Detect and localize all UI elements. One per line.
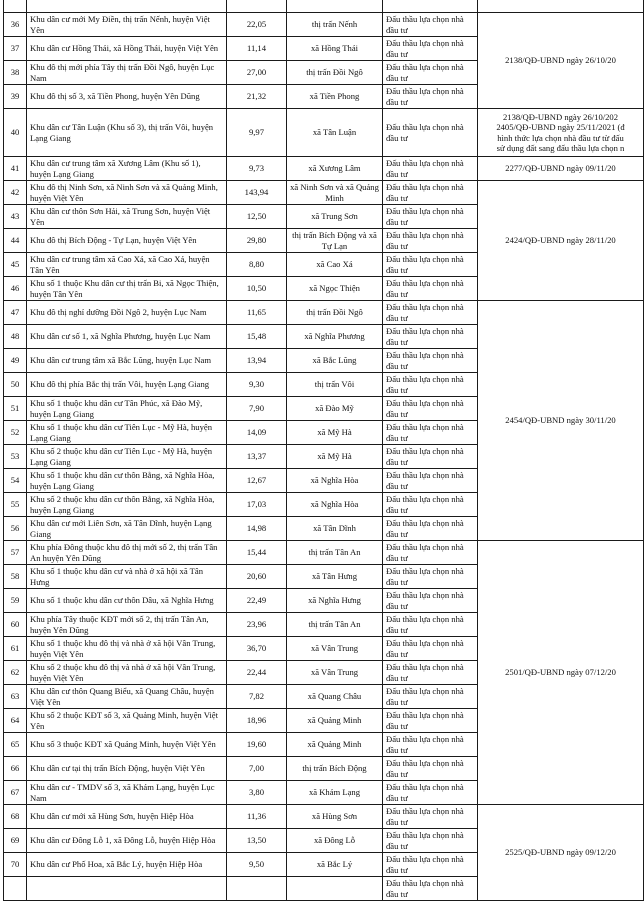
project-name: Khu số 1 thuộc khu dân cư thôn Bằng, xã Nghĩa Hòa, huyện Lạng Giang — [27, 469, 227, 493]
location: xã Bắc Lý — [287, 853, 383, 877]
area-ha: 18,96 — [227, 709, 287, 733]
selection-method: Đấu thầu lựa chọn nhà đầu tư — [383, 349, 478, 373]
project-name: Khu dân cư trung tâm xã Xương Lâm (Khu số 1), huyện Lạng Giang — [27, 157, 227, 181]
project-name: Khu dân cư mới Liên Sơn, xã Tân Dĩnh, huyện Lạng Giang — [27, 517, 227, 541]
project-name: Khu dân cư trung tâm xã Cao Xá, xã Cao Xá, huyện Tân Yên — [27, 253, 227, 277]
selection-method: Đấu thầu lựa chọn nhà đầu tư — [383, 301, 478, 325]
area-ha: 7,82 — [227, 685, 287, 709]
area-ha: 13,37 — [227, 445, 287, 469]
area-ha: 36,70 — [227, 637, 287, 661]
area-ha: 14,09 — [227, 421, 287, 445]
area-ha: 23,96 — [227, 613, 287, 637]
location: thị trấn Đồi Ngô — [287, 301, 383, 325]
project-name: Khu số 2 thuộc khu đô thị và nhà ở xã hội Vân Trung, huyện Việt Yên — [27, 661, 227, 685]
location: xã Nghĩa Hòa — [287, 469, 383, 493]
selection-method: Đấu thầu lựa chọn nhà đầu tư — [383, 445, 478, 469]
project-name — [27, 0, 227, 13]
row-number: 44 — [4, 229, 27, 253]
table-row — [4, 13, 644, 37]
location: xã Hùng Sơn — [287, 805, 383, 829]
location — [287, 877, 383, 901]
row-number: 54 — [4, 469, 27, 493]
decision-reference: 2424/QĐ-UBND ngày 28/11/20 — [478, 181, 644, 301]
row-number: 46 — [4, 277, 27, 301]
area-ha: 12,67 — [227, 469, 287, 493]
location — [287, 0, 383, 13]
row-number: 62 — [4, 661, 27, 685]
table-row — [4, 109, 644, 157]
location: xã Bắc Lũng — [287, 349, 383, 373]
project-name: Khu phía Đông thuộc khu đô thị mới số 2, thị trấn Tân An huyện Yên Dũng — [27, 541, 227, 565]
table-row — [4, 0, 644, 13]
row-number: 63 — [4, 685, 27, 709]
selection-method: Đấu thầu lựa chọn nhà đầu tư — [383, 61, 478, 85]
area-ha: 22,05 — [227, 13, 287, 37]
selection-method: Đấu thầu lựa chọn nhà đầu tư — [383, 877, 478, 901]
project-name: Khu số 3 thuộc KĐT xã Quảng Minh, huyện Việt Yên — [27, 733, 227, 757]
project-name: Khu đô thị mới phía Tây thị trấn Đồi Ngô, huyện Lục Nam — [27, 61, 227, 85]
area-ha: 9,30 — [227, 373, 287, 397]
selection-method: Đấu thầu lựa chọn nhà đầu tư — [383, 757, 478, 781]
project-name: Khu đô thị Ninh Sơn, xã Ninh Sơn và xã Quảng Minh, huyện Việt Yên — [27, 181, 227, 205]
selection-method: Đấu thầu lựa chọn nhà đầu tư — [383, 277, 478, 301]
area-ha: 10,50 — [227, 277, 287, 301]
decision-reference: 2454/QĐ-UBND ngày 30/11/20 — [478, 301, 644, 541]
selection-method: Đấu thầu lựa chọn nhà đầu tư — [383, 253, 478, 277]
area-ha: 13,94 — [227, 349, 287, 373]
project-name: Khu số 1 thuộc Khu dân cư thị trấn Bi, xã Ngọc Thiện, huyện Tân Yên — [27, 277, 227, 301]
location: thị trấn Bích Động và xã Tự Lạn — [287, 229, 383, 253]
location: xã Vân Trung — [287, 637, 383, 661]
selection-method: Đấu thầu lựa chọn nhà đầu tư — [383, 517, 478, 541]
area-ha: 9,73 — [227, 157, 287, 181]
decision-reference: 2138/QĐ-UBND ngày 26/10/202 2405/QĐ-UBND ngày 25/11/2021 (đ hình thức lựa chọn nhà đầu tư từ đấu sử dụng đất sang đấu thầu lựa chọn n — [478, 109, 644, 157]
table-row — [4, 301, 644, 325]
row-number: 41 — [4, 157, 27, 181]
area-ha: 22,44 — [227, 661, 287, 685]
row-number: 36 — [4, 13, 27, 37]
row-number: 56 — [4, 517, 27, 541]
location: thị trấn Đồi Ngô — [287, 61, 383, 85]
row-number: 49 — [4, 349, 27, 373]
selection-method: Đấu thầu lựa chọn nhà đầu tư — [383, 829, 478, 853]
selection-method: Đấu thầu lựa chọn nhà đầu tư — [383, 157, 478, 181]
row-number: 59 — [4, 589, 27, 613]
row-number: 39 — [4, 85, 27, 109]
selection-method: Đấu thầu lựa chọn nhà đầu tư — [383, 421, 478, 445]
selection-method: Đấu thầu lựa chọn nhà đầu tư — [383, 493, 478, 517]
row-number: 50 — [4, 373, 27, 397]
selection-method: Đấu thầu lựa chọn nhà đầu tư — [383, 613, 478, 637]
table-row — [4, 157, 644, 181]
location: xã Đào Mỹ — [287, 397, 383, 421]
location: xã Nghĩa Hưng — [287, 589, 383, 613]
project-name: Khu dân cư tại thị trấn Bích Động, huyện Việt Yên — [27, 757, 227, 781]
project-name: Khu đô thị phía Bắc thị trấn Vôi, huyện Lạng Giang — [27, 373, 227, 397]
selection-method: Đấu thầu lựa chọn nhà đầu tư — [383, 85, 478, 109]
row-number: 38 — [4, 61, 27, 85]
area-ha: 11,14 — [227, 37, 287, 61]
row-number: 61 — [4, 637, 27, 661]
selection-method: Đấu thầu lựa chọn nhà đầu tư — [383, 637, 478, 661]
area-ha: 143,94 — [227, 181, 287, 205]
location: xã Xương Lâm — [287, 157, 383, 181]
selection-method: Đấu thầu lựa chọn nhà đầu tư — [383, 781, 478, 805]
location: xã Mỹ Hà — [287, 421, 383, 445]
row-number: 57 — [4, 541, 27, 565]
selection-method: Đấu thầu lựa chọn nhà đầu tư — [383, 541, 478, 565]
area-ha: 22,49 — [227, 589, 287, 613]
project-name: Khu dân cư trung tâm xã Bắc Lũng, huyện Lục Nam — [27, 349, 227, 373]
location: xã Quảng Minh — [287, 709, 383, 733]
selection-method: Đấu thầu lựa chọn nhà đầu tư — [383, 853, 478, 877]
area-ha: 11,36 — [227, 805, 287, 829]
area-ha: 7,00 — [227, 757, 287, 781]
project-name: Khu số 2 thuộc khu dân cư Tiên Lục - Mỹ Hà, huyện Lạng Giang — [27, 445, 227, 469]
table-row — [4, 181, 644, 205]
area-ha: 7,90 — [227, 397, 287, 421]
project-name: Khu đô thị Bích Động - Tự Lạn, huyện Việt Yên — [27, 229, 227, 253]
area-ha: 11,65 — [227, 301, 287, 325]
project-name: Khu dân cư Tân Luận (Khu số 3), thị trấn Vôi, huyện Lạng Giang — [27, 109, 227, 157]
row-number: 70 — [4, 853, 27, 877]
location: thị trấn Vôi — [287, 373, 383, 397]
table-row — [4, 541, 644, 565]
row-number: 48 — [4, 325, 27, 349]
location: xã Nghĩa Hòa — [287, 493, 383, 517]
location: xã Nghĩa Phương — [287, 325, 383, 349]
decision-reference: 2138/QĐ-UBND ngày 26/10/20 — [478, 13, 644, 109]
project-name: Khu dân cư Đông Lỗ 1, xã Đông Lỗ, huyện Hiệp Hòa — [27, 829, 227, 853]
location: xã Mỹ Hà — [287, 445, 383, 469]
location: xã Ngọc Thiện — [287, 277, 383, 301]
selection-method: Đấu thầu lựa chọn nhà đầu tư — [383, 325, 478, 349]
row-number — [4, 0, 27, 13]
decision-reference: 2277/QĐ-UBND ngày 09/11/20 — [478, 157, 644, 181]
area-ha: 29,80 — [227, 229, 287, 253]
area-ha: 20,60 — [227, 565, 287, 589]
project-name: Khu dân cư thôn Quang Biểu, xã Quang Châu, huyện Việt Yên — [27, 685, 227, 709]
project-name: Khu dân cư mới xã Hùng Sơn, huyện Hiệp Hòa — [27, 805, 227, 829]
project-name: Khu dân cư Hồng Thái, xã Hồng Thái, huyện Việt Yên — [27, 37, 227, 61]
project-name: Khu dân cư - TMDV số 3, xã Khám Lạng, huyện Lục Nam — [27, 781, 227, 805]
location: xã Trung Sơn — [287, 205, 383, 229]
location: xã Tân Dĩnh — [287, 517, 383, 541]
selection-method: Đấu thầu lựa chọn nhà đầu tư — [383, 37, 478, 61]
project-name — [27, 877, 227, 901]
row-number: 69 — [4, 829, 27, 853]
project-name: Khu đô thị nghỉ dưỡng Đồi Ngô 2, huyện Lục Nam — [27, 301, 227, 325]
row-number: 66 — [4, 757, 27, 781]
area-ha: 15,48 — [227, 325, 287, 349]
location: thị trấn Bích Động — [287, 757, 383, 781]
selection-method: Đấu thầu lựa chọn nhà đầu tư — [383, 661, 478, 685]
selection-method: Đấu thầu lựa chọn nhà đầu tư — [383, 709, 478, 733]
row-number: 43 — [4, 205, 27, 229]
area-ha: 9,97 — [227, 109, 287, 157]
area-ha: 17,03 — [227, 493, 287, 517]
selection-method: Đấu thầu lựa chọn nhà đầu tư — [383, 229, 478, 253]
project-name: Khu số 2 thuộc khu dân cư thôn Bằng, xã Nghĩa Hòa, huyện Lạng Giang — [27, 493, 227, 517]
area-ha: 21,32 — [227, 85, 287, 109]
area-ha — [227, 877, 287, 901]
location: xã Tiền Phong — [287, 85, 383, 109]
selection-method: Đấu thầu lựa chọn nhà đầu tư — [383, 733, 478, 757]
row-number: 65 — [4, 733, 27, 757]
area-ha: 13,50 — [227, 829, 287, 853]
location: xã Hồng Thái — [287, 37, 383, 61]
selection-method: Đấu thầu lựa chọn nhà đầu tư — [383, 181, 478, 205]
row-number: 52 — [4, 421, 27, 445]
area-ha: 3,80 — [227, 781, 287, 805]
location: thị trấn Tân An — [287, 541, 383, 565]
location: xã Quang Châu — [287, 685, 383, 709]
location: xã Vân Trung — [287, 661, 383, 685]
project-name: Khu số 1 thuộc khu dân cư thôn Dâu, xã Nghĩa Hưng — [27, 589, 227, 613]
project-name: Khu đô thị số 3, xã Tiền Phong, huyện Yên Dũng — [27, 85, 227, 109]
selection-method: Đấu thầu lựa chọn nhà đầu tư — [383, 589, 478, 613]
table-row — [4, 805, 644, 829]
area-ha — [227, 0, 287, 13]
project-name: Khu số 1 thuộc khu đô thị và nhà ở xã hội Vân Trung, huyện Việt Yên — [27, 637, 227, 661]
row-number: 40 — [4, 109, 27, 157]
project-name: Khu số 2 thuộc KĐT số 3, xã Quảng Minh, huyện Việt Yên — [27, 709, 227, 733]
project-name: Khu dân cư mới My Điền, thị trấn Nếnh, huyện Việt Yên — [27, 13, 227, 37]
row-number: 55 — [4, 493, 27, 517]
area-ha: 12,50 — [227, 205, 287, 229]
row-number: 51 — [4, 397, 27, 421]
row-number: 37 — [4, 37, 27, 61]
project-name: Khu dân cư thôn Sơn Hải, xã Trung Sơn, huyện Việt Yên — [27, 205, 227, 229]
project-name: Khu số 1 thuộc khu dân cư Tiên Lục - Mỹ Hà, huyện Lạng Giang — [27, 421, 227, 445]
decision-reference: 2525/QĐ-UBND ngày 09/12/20 — [478, 805, 644, 901]
selection-method: Đấu thầu lựa chọn nhà đầu tư — [383, 13, 478, 37]
location: thị trấn Tân An — [287, 613, 383, 637]
row-number: 47 — [4, 301, 27, 325]
location: xã Cao Xá — [287, 253, 383, 277]
area-ha: 14,98 — [227, 517, 287, 541]
area-ha: 27,00 — [227, 61, 287, 85]
selection-method — [383, 0, 478, 13]
location: xã Đông Lỗ — [287, 829, 383, 853]
location: xã Khám Lạng — [287, 781, 383, 805]
selection-method: Đấu thầu lựa chọn nhà đầu tư — [383, 469, 478, 493]
selection-method: Đấu thầu lựa chọn nhà đầu tư — [383, 373, 478, 397]
selection-method: Đấu thầu lựa chọn nhà đầu tư — [383, 805, 478, 829]
decision-reference: 2501/QĐ-UBND ngày 07/12/20 — [478, 541, 644, 805]
decision-reference — [478, 0, 644, 13]
row-number: 68 — [4, 805, 27, 829]
selection-method: Đấu thầu lựa chọn nhà đầu tư — [383, 205, 478, 229]
selection-method: Đấu thầu lựa chọn nhà đầu tư — [383, 109, 478, 157]
row-number: 42 — [4, 181, 27, 205]
selection-method: Đấu thầu lựa chọn nhà đầu tư — [383, 565, 478, 589]
selection-method: Đấu thầu lựa chọn nhà đầu tư — [383, 685, 478, 709]
row-number: 58 — [4, 565, 27, 589]
row-number: 64 — [4, 709, 27, 733]
row-number: 45 — [4, 253, 27, 277]
location: xã Ninh Sơn và xã Quảng Minh — [287, 181, 383, 205]
project-name: Khu số 1 thuộc khu dân cư và nhà ở xã hội xã Tân Hưng — [27, 565, 227, 589]
location: xã Tân Hưng — [287, 565, 383, 589]
row-number — [4, 877, 27, 901]
row-number: 53 — [4, 445, 27, 469]
row-number: 60 — [4, 613, 27, 637]
area-ha: 15,44 — [227, 541, 287, 565]
location: xã Quảng Minh — [287, 733, 383, 757]
selection-method: Đấu thầu lựa chọn nhà đầu tư — [383, 397, 478, 421]
project-name: Khu dân cư Phố Hoa, xã Bắc Lý, huyện Hiệp Hòa — [27, 853, 227, 877]
project-name: Khu phía Tây thuộc KĐT mới số 2, thị trấn Tân An, huyện Yên Dũng — [27, 613, 227, 637]
area-ha: 9,50 — [227, 853, 287, 877]
location: thị trấn Nếnh — [287, 13, 383, 37]
project-list-table — [3, 0, 644, 901]
project-name: Khu dân cư số 1, xã Nghĩa Phương, huyện Lục Nam — [27, 325, 227, 349]
row-number: 67 — [4, 781, 27, 805]
area-ha: 8,80 — [227, 253, 287, 277]
area-ha: 19,60 — [227, 733, 287, 757]
location: xã Tân Luận — [287, 109, 383, 157]
project-name: Khu số 1 thuộc khu dân cư Tân Phúc, xã Đào Mỹ, huyện Lạng Giang — [27, 397, 227, 421]
